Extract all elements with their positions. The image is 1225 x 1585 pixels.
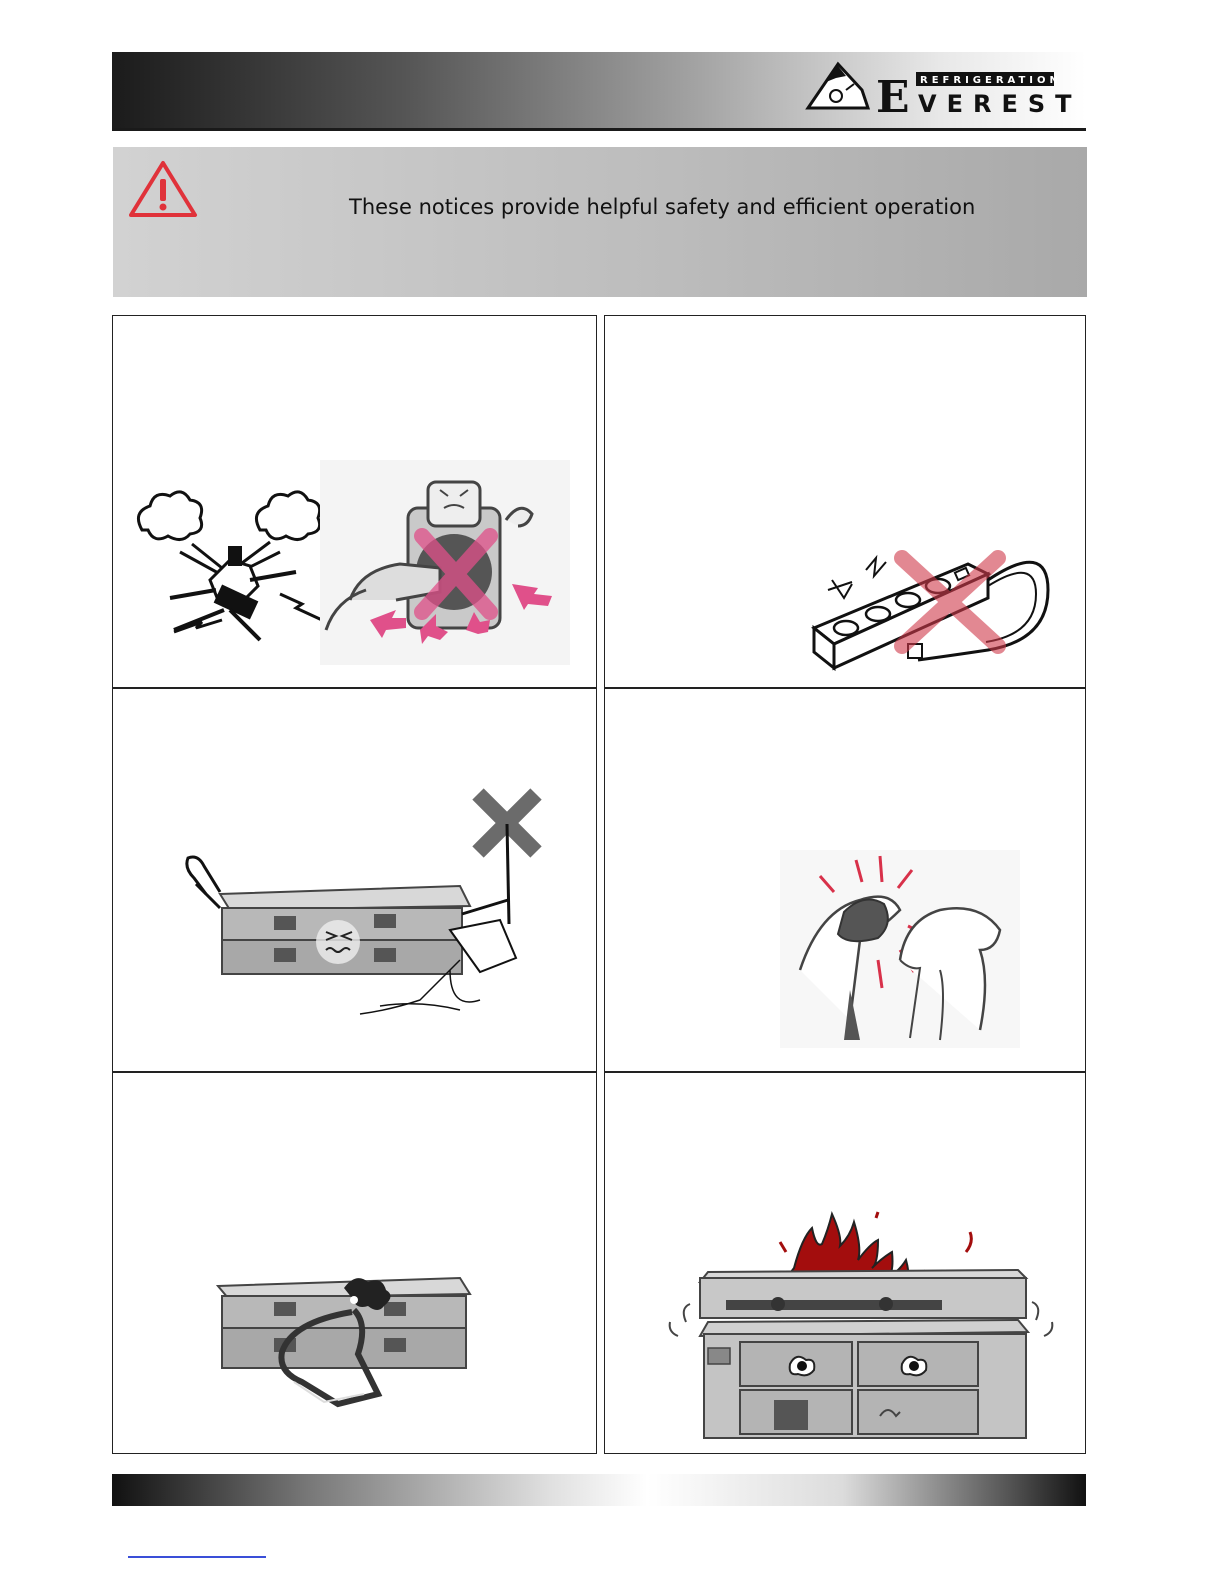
everest-logo	[806, 60, 1082, 123]
griddle-fire-icon	[666, 1212, 1066, 1444]
power-strip-icon	[828, 540, 1053, 670]
wet-hands-plug-icon	[780, 850, 1020, 1048]
notice-text: These notices provide helpful safety and efficient operation	[349, 195, 976, 219]
svg-text:VEREST: VEREST	[918, 90, 1082, 118]
bottom-link-underline	[128, 1556, 266, 1558]
header-bar	[112, 52, 1086, 131]
brand-subtitle: REFRIGERATION	[920, 75, 1062, 86]
overloaded-outlet-icon	[130, 460, 570, 665]
water-on-unit-icon	[170, 790, 550, 1020]
warning-triangle-icon	[127, 159, 199, 219]
notice-band	[113, 147, 1087, 297]
footer-bar	[112, 1474, 1086, 1506]
person-leaning-on-unit-icon	[214, 1272, 476, 1412]
svg-text:E: E	[876, 72, 910, 123]
